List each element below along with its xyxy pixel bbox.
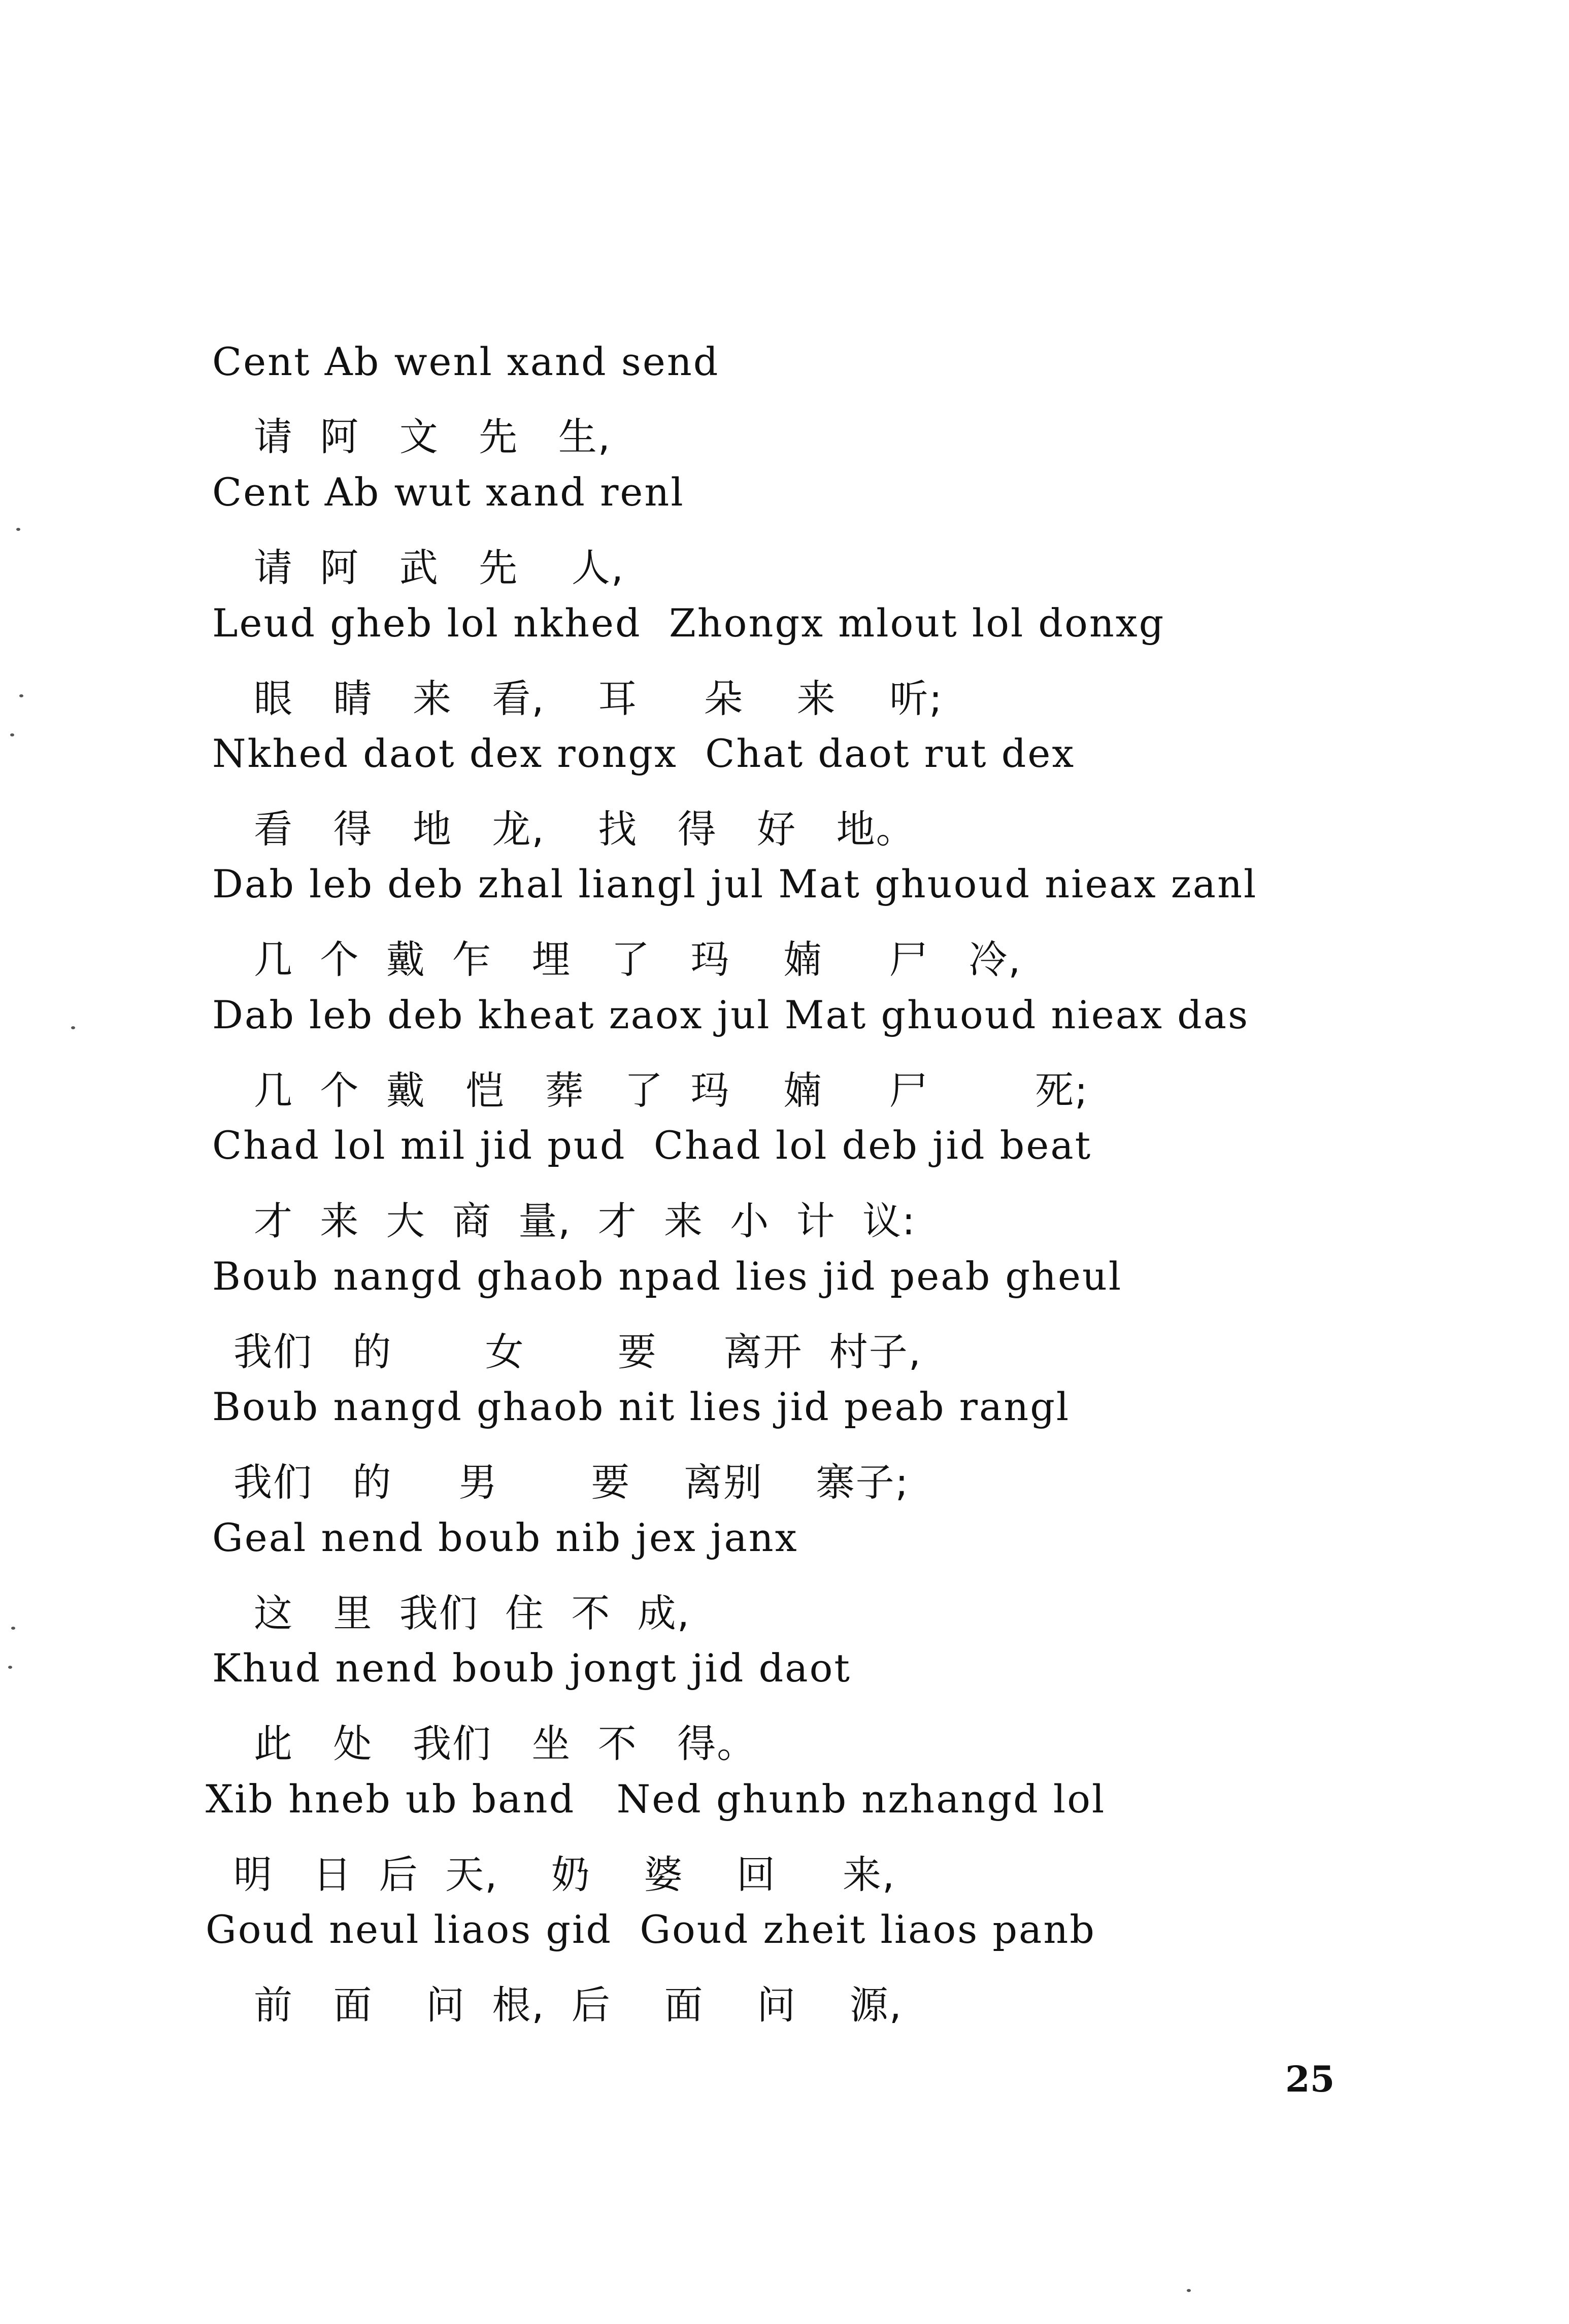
romanized-line-4: Nkhed daot dex rongx Chat daot rut dex (212, 731, 1076, 776)
scan-speck (19, 694, 23, 697)
chinese-gloss-line-13: 前 面 问 根, 后 面 问 源, (254, 1982, 903, 2028)
chinese-gloss-line-11: 此 处 我们 坐 不 得。 (254, 1721, 757, 1766)
romanized-line-10: Geal nend boub nib jex janx (212, 1515, 798, 1560)
chinese-gloss-line-12: 明 日 后 天, 奶 婆 回 来, (233, 1852, 896, 1897)
romanized-line-5: Dab leb deb zhal liangl jul Mat ghuoud nieax zanl (212, 861, 1258, 906)
romanized-line-8: Boub nangd ghaob npad lies jid peab gheul (212, 1254, 1123, 1299)
romanized-line-3: Leud gheb lol nkhed Zhongx mlout lol donxg (212, 600, 1165, 646)
romanized-line-12: Xib hneb ub band Ned ghunb nzhangd lol (206, 1776, 1106, 1822)
romanized-line-7: Chad lol mil jid pud Chad lol deb jid beat (212, 1123, 1092, 1168)
scan-speck (16, 528, 20, 531)
chinese-gloss-line-1: 请 阿 文 先 生, (254, 414, 611, 459)
chinese-gloss-line-7: 才 来 大 商 量, 才 来 小 计 议: (254, 1198, 916, 1243)
scan-speck (1187, 2289, 1191, 2292)
chinese-gloss-line-4: 看 得 地 龙, 找 得 好 地。 (254, 806, 916, 852)
chinese-gloss-line-5: 几 个 戴 乍 埋 了 玛 婻 尸 冷, (254, 937, 1022, 982)
scan-speck (71, 1026, 75, 1029)
romanized-line-9: Boub nangd ghaob nit lies jid peab rangl (212, 1384, 1071, 1429)
chinese-gloss-line-8: 我们 的 女 要 离开 村子, (233, 1329, 922, 1374)
scan-speck (10, 733, 14, 736)
scan-speck (8, 1666, 12, 1669)
page-number: 25 (1285, 2058, 1335, 2100)
romanized-line-6: Dab leb deb kheat zaox jul Mat ghuoud nieax das (212, 992, 1250, 1037)
scan-speck (11, 1627, 15, 1630)
romanized-line-13: Goud neul liaos gid Goud zheit liaos panb (206, 1907, 1096, 1952)
romanized-line-11: Khud nend boub jongt jid daot (212, 1645, 851, 1691)
romanized-line-2: Cent Ab wut xand renl (212, 469, 685, 515)
chinese-gloss-line-6: 几 个 戴 恺 葬 了 玛 婻 尸 死; (254, 1068, 1089, 1113)
chinese-gloss-line-2: 请 阿 武 先 人, (254, 545, 625, 590)
chinese-gloss-line-9: 我们 的 男 要 离别 寨子; (233, 1460, 910, 1505)
chinese-gloss-line-10: 这 里 我们 住 不 成, (254, 1591, 690, 1636)
chinese-gloss-line-3: 眼 睛 来 看, 耳 朵 来 听; (254, 676, 943, 721)
romanized-line-1: Cent Ab wenl xand send (212, 339, 720, 384)
